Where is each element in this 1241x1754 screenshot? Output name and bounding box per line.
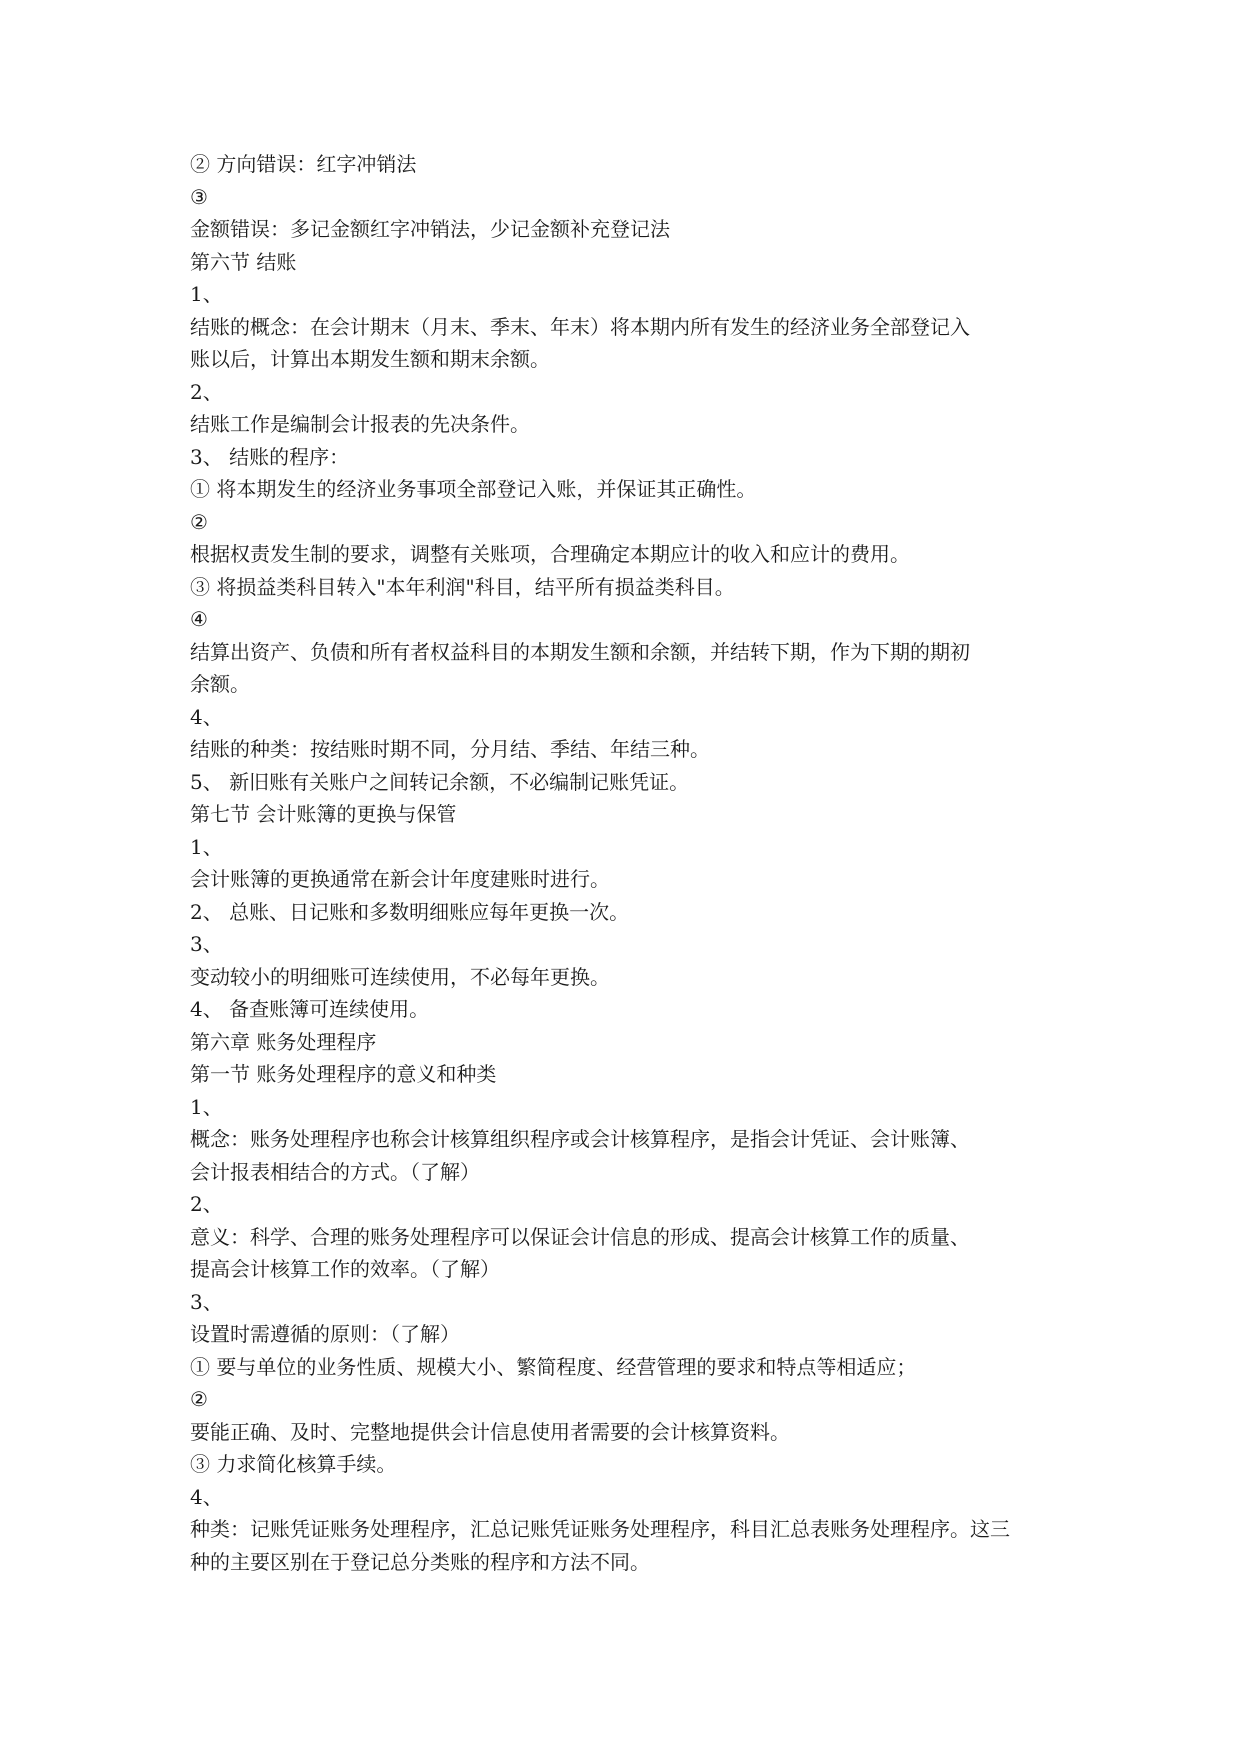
document-page — [190, 148, 1050, 1578]
section-heading: 第一节 账务处理程序的意义和种类 — [190, 1062, 497, 1086]
text-line: 3、 — [190, 1289, 223, 1314]
text-line: ③ 力求简化核算手续。 — [190, 1452, 397, 1476]
text-line: 种的主要区别在于登记总分类账的程序和方法不同。 — [190, 1549, 650, 1574]
text-line: 4、 备查账簿可连续使用。 — [190, 997, 430, 1021]
section-heading: 第六节 结账 — [190, 249, 297, 274]
text-line: 金额错误：多记金额红字冲销法，少记金额补充登记法 — [190, 217, 670, 241]
text-line: 1、 — [190, 282, 223, 306]
text-line: ① 将本期发生的经济业务事项全部登记入账，并保证其正确性。 — [190, 477, 757, 501]
text-line: 5、 新旧账有关账户之间转记余额，不必编制记账凭证。 — [190, 769, 690, 794]
text-line: 3、 — [190, 932, 223, 956]
section-heading: 第七节 会计账簿的更换与保管 — [190, 802, 457, 826]
text-line: 结账的种类：按结账时期不同，分月结、季结、年结三种。 — [190, 737, 710, 761]
text-line: 余额。 — [190, 672, 250, 696]
text-line: 1、 — [190, 1094, 223, 1119]
text-line: 4、 — [190, 704, 223, 729]
text-line: ② — [190, 509, 208, 534]
text-line: 会计账簿的更换通常在新会计年度建账时进行。 — [190, 867, 610, 891]
text-line: ④ — [190, 607, 208, 631]
text-line: ② — [190, 1387, 208, 1411]
text-line: ③ 将损益类科目转入"本年利润"科目，结平所有损益类科目。 — [190, 574, 735, 599]
text-line: 结账的概念：在会计期末（月末、季末、年末）将本期内所有发生的经济业务全部登记入 — [190, 314, 970, 339]
text-line: 4、 — [190, 1484, 223, 1509]
text-line: 账以后，计算出本期发生额和期末余额。 — [190, 347, 550, 371]
text-line: 概念：账务处理程序也称会计核算组织程序或会计核算程序，是指会计凭证、会计账簿、 — [190, 1127, 970, 1151]
text-line: 要能正确、及时、完整地提供会计信息使用者需要的会计核算资料。 — [190, 1419, 790, 1444]
text-line: 提高会计核算工作的效率。（了解） — [190, 1257, 500, 1281]
text-line: 根据权责发生制的要求，调整有关账项，合理确定本期应计的收入和应计的费用。 — [190, 542, 910, 566]
text-line: 种类：记账凭证账务处理程序，汇总记账凭证账务处理程序，科目汇总表账务处理程序。这三 — [190, 1517, 1010, 1541]
text-line: 1、 — [190, 834, 223, 859]
text-line: 2、 总账、日记账和多数明细账应每年更换一次。 — [190, 899, 630, 924]
text-line: 设置时需遵循的原则：（了解） — [190, 1322, 460, 1346]
text-line: ③ — [190, 184, 208, 209]
text-line: 意义：科学、合理的账务处理程序可以保证会计信息的形成、提高会计核算工作的质量、 — [190, 1224, 970, 1249]
text-line: 2、 — [190, 1192, 223, 1216]
text-line: ② 方向错误：红字冲销法 — [190, 152, 417, 176]
text-line: 结账工作是编制会计报表的先决条件。 — [190, 412, 530, 436]
text-line: 3、 结账的程序： — [190, 444, 350, 469]
text-line: 变动较小的明细账可连续使用，不必每年更换。 — [190, 964, 610, 989]
text-line: 2、 — [190, 379, 223, 404]
text-line: 会计报表相结合的方式。（了解） — [190, 1159, 480, 1184]
text-line: ① 要与单位的业务性质、规模大小、繁简程度、经营管理的要求和特点等相适应； — [190, 1354, 917, 1379]
text-line: 结算出资产、负债和所有者权益科目的本期发生额和余额，并结转下期，作为下期的期初 — [190, 639, 970, 664]
chapter-heading: 第六章 账务处理程序 — [190, 1029, 377, 1054]
